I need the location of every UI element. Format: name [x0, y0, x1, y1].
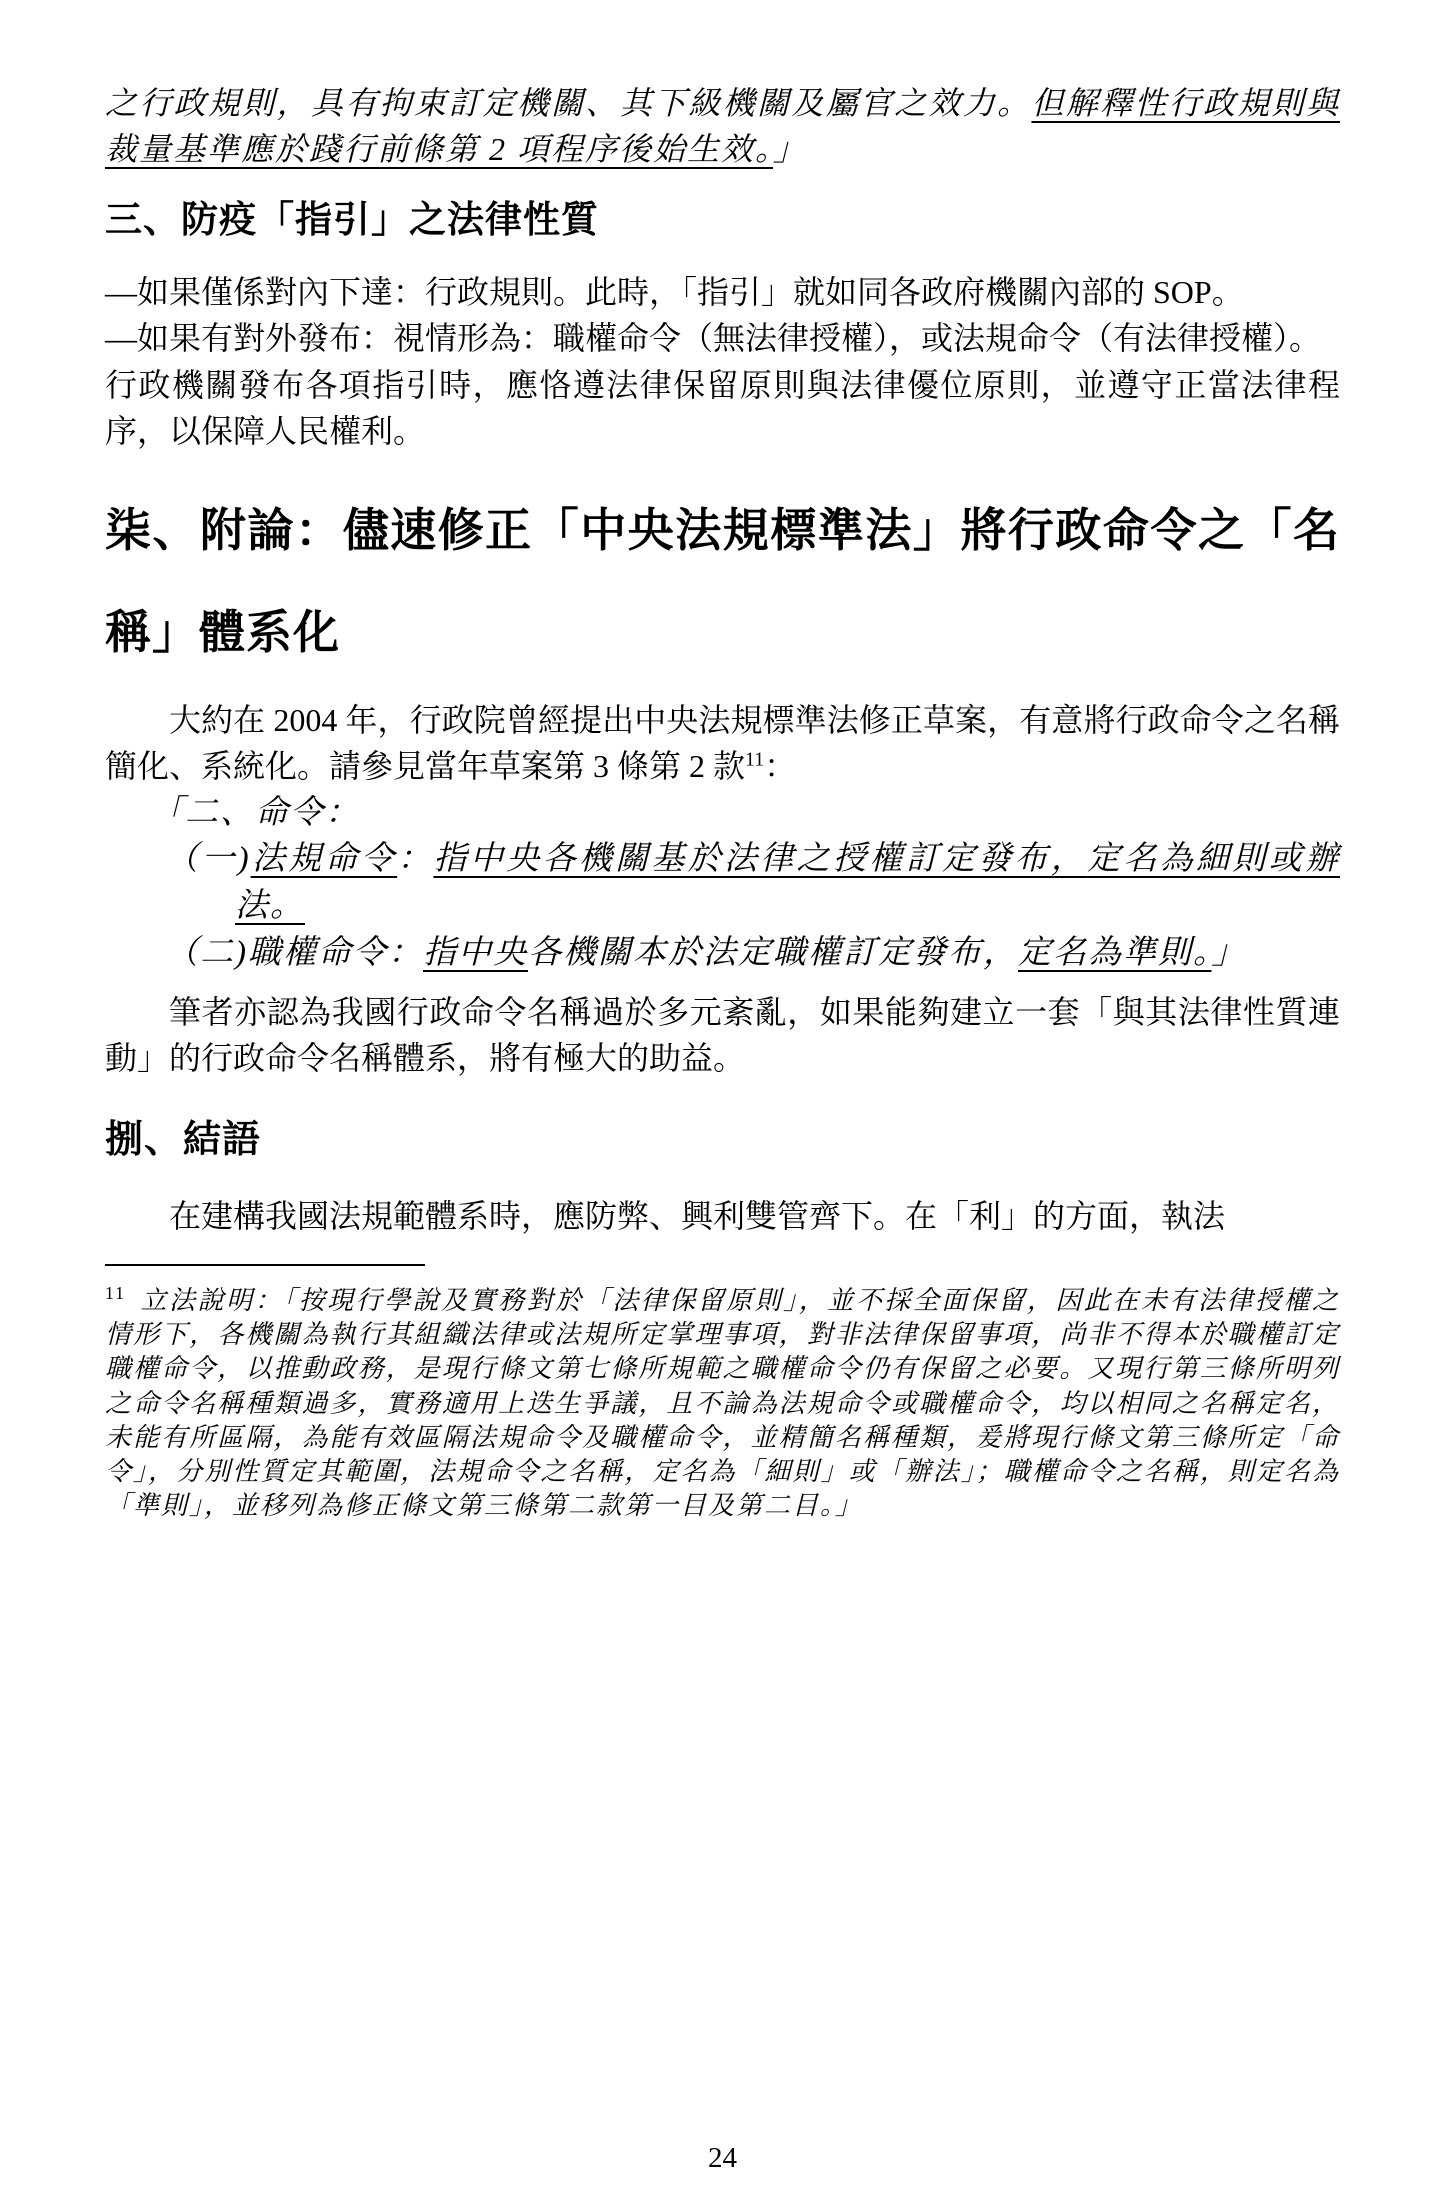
quote-item-2-middle: 各機關本於法定職權訂定發布，	[528, 935, 1018, 972]
quote-item-1-prefix: （一)	[165, 841, 251, 878]
footnote-separator-rule	[105, 1264, 425, 1266]
quote-item-2-closing: 」	[1211, 935, 1247, 972]
section7-intro-text: 大約在 2004 年，行政院曾經提出中央法規標準法修正草案，有意將行政命令之名稱簡化、系統化。請參見當年草案第 3 條第 2 款	[105, 701, 1340, 785]
section3-heading: 三、防疫「指引」之法律性質	[105, 199, 599, 241]
quote-item-2-naming: 定名為準則。	[1018, 935, 1212, 972]
quote-item-2-prefix: （二)職權命令：	[165, 935, 423, 972]
section3-paragraph-2: —如果有對外發布：視情形為：職權命令（無法律授權），或法規命令（有法律授權）。	[105, 320, 1322, 357]
quote-item-1-definition: 指中央各機關基於法律之授權訂定發布，	[433, 841, 1088, 878]
quote-item-2	[150, 930, 1340, 977]
section8-heading: 捌、結語	[105, 1118, 262, 1161]
continuation-paragraph	[105, 80, 1340, 173]
quote-item-1	[150, 836, 1340, 930]
section7-heading: 柒、附論：儘速修正「中央法規標準法」將行政命令之「名稱」體系化	[105, 505, 1340, 658]
footnote-11	[105, 1284, 1340, 1524]
footnote-marker: 11	[105, 1282, 127, 1303]
section3-paragraph-3: 行政機關發布各項指引時，應恪遵法律保留原則與法律優位原則，並遵守正當法律程序，以保障人民權利。	[105, 366, 1340, 450]
quote-item-1-term: 法規命令	[250, 841, 398, 878]
continuation-underlined-text: 但解釋性行政規則與裁量基準應於踐行前條第 2 項程序後始生效。	[105, 85, 1340, 168]
section3-paragraph-1: —如果僅係對內下達：行政規則。此時，「指引」就如同各政府機關內部的 SOP。	[105, 273, 1244, 310]
quote-item-1-colon: ：	[397, 841, 434, 878]
footnote-reference-11: 11	[745, 748, 765, 771]
section8-paragraph: 在建構我國法規範體系時，應防弊、興利雙管齊下。在「利」的方面，執法	[169, 1198, 1226, 1235]
quote-item-2-lead: 指中央	[423, 935, 528, 972]
draft-article-quote-block	[150, 790, 1340, 977]
page-number: 24	[708, 2141, 737, 2174]
quote-opening-line: 「二、命令：	[150, 794, 360, 831]
author-comment-paragraph: 筆者亦認為我國行政命令名稱過於多元紊亂，如果能夠建立一套「與其法律性質連動」的行政命令名稱體系，將有極大的助益。	[105, 994, 1340, 1077]
footnote-text: 立法說明：「按現行學說及實務對於「法律保留原則」，並不採全面保留，因此在未有法律授權之情形下，各機關為執行其組織法律或法規所定掌理事項，對非法律保留事項，尚非不得本於職權訂定職權命令，以推動政務，是現行條文第七條所規範之職權命令仍有保留之必要。又現行第三條所明列之命令名稱種類過多，實務適用上迭生爭議，且不論為法規命令或職權命令，均以相同之名稱定名，未能有所區隔，為能有效區隔法規命令及職權命令，並精簡名稱種類，爰將現行條文第三條所定「命令」，分別性質定其範圍，法規命令之名稱，定名為「細則」或「辦法」；職權命令之名稱，則定名為「準則」，並移列為修正條文第三條第二款第一目及第二目。」	[105, 1285, 1340, 1521]
quote-item-1-naming: 定名為細則或辦法。	[235, 841, 1340, 925]
section7-intro-paragraph	[105, 697, 1340, 790]
continuation-text: 之行政規則，具有拘束訂定機關、其下級機關及屬官之效力。	[105, 85, 1032, 121]
continuation-closing-quote: 」	[773, 131, 808, 168]
section7-intro-colon: ：	[764, 748, 797, 785]
